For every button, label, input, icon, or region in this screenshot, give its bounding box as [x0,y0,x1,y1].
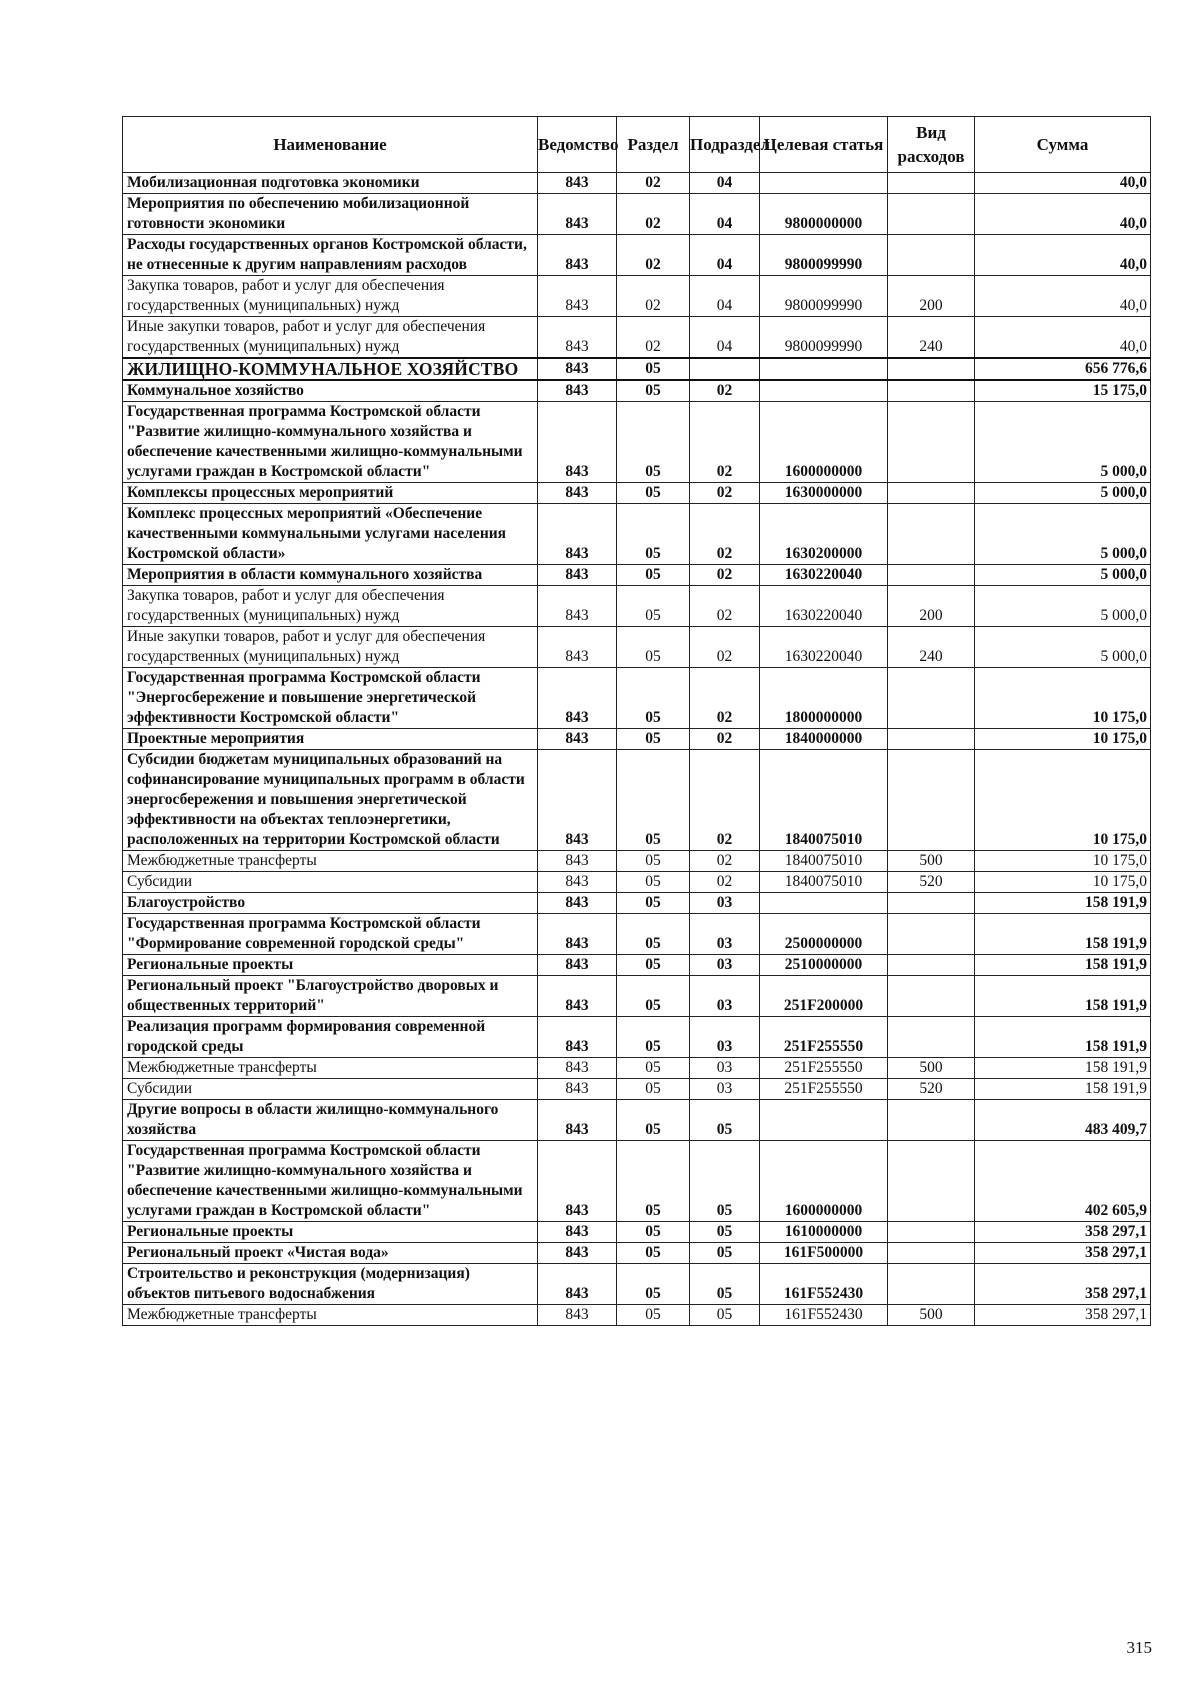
cell-subsection: 04 [690,317,760,359]
cell-sum: 402 605,9 [975,1141,1151,1222]
cell-dept: 843 [538,729,617,750]
budget-page [122,116,1150,1326]
cell-target: 9800099990 [760,235,888,276]
cell-name: Межбюджетные трансферты [123,1305,538,1326]
cell-subsection: 04 [690,235,760,276]
cell-name: Иные закупки товаров, работ и услуг для обеспечения государственных (муниципальных) нужд [123,627,538,668]
cell-subsection: 05 [690,1305,760,1326]
cell-name: Региональные проекты [123,1222,538,1243]
cell-name: ЖИЛИЩНО-КОММУНАЛЬНОЕ ХОЗЯЙСТВО [123,358,538,380]
cell-target: 9800099990 [760,276,888,317]
cell-target [760,173,888,194]
cell-kind [888,1141,975,1222]
cell-kind: 200 [888,586,975,627]
cell-name: Комплекс процессных мероприятий «Обеспечение качественными коммунальными услугами населения Костромской области» [123,504,538,565]
cell-kind [888,729,975,750]
cell-section: 05 [617,1100,690,1141]
cell-name: Комплексы процессных мероприятий [123,483,538,504]
cell-target: 251F200000 [760,976,888,1017]
cell-subsection: 02 [690,750,760,851]
table-row [123,750,1151,851]
cell-kind [888,483,975,504]
cell-dept: 843 [538,276,617,317]
table-row [123,358,1151,380]
cell-section: 05 [617,1058,690,1079]
cell-target: 251F255550 [760,1058,888,1079]
cell-sum: 10 175,0 [975,872,1151,893]
cell-target: 1840000000 [760,729,888,750]
cell-sum: 158 191,9 [975,976,1151,1017]
cell-target: 9800000000 [760,194,888,235]
cell-subsection: 02 [690,483,760,504]
cell-sum: 483 409,7 [975,1100,1151,1141]
cell-subsection: 03 [690,914,760,955]
cell-sum: 358 297,1 [975,1222,1151,1243]
cell-dept: 843 [538,483,617,504]
cell-target [760,893,888,914]
cell-sum: 158 191,9 [975,955,1151,976]
cell-sum: 358 297,1 [975,1264,1151,1305]
cell-section: 02 [617,276,690,317]
cell-kind: 500 [888,1305,975,1326]
cell-sum: 358 297,1 [975,1305,1151,1326]
cell-kind: 240 [888,317,975,359]
cell-name: Иные закупки товаров, работ и услуг для обеспечения государственных (муниципальных) нужд [123,317,538,359]
cell-target: 2500000000 [760,914,888,955]
cell-subsection: 04 [690,194,760,235]
header-name: Наименование [123,117,538,173]
cell-target: 1630220040 [760,586,888,627]
cell-name: Межбюджетные трансферты [123,1058,538,1079]
cell-subsection: 05 [690,1100,760,1141]
cell-name: Благоустройство [123,893,538,914]
cell-name: Мероприятия по обеспечению мобилизационной готовности экономики [123,194,538,235]
budget-table [122,116,1151,1326]
cell-kind [888,358,975,380]
cell-target: 1630200000 [760,504,888,565]
cell-name: Строительство и реконструкция (модернизация) объектов питьевого водоснабжения [123,1264,538,1305]
cell-section: 05 [617,504,690,565]
cell-sum: 40,0 [975,173,1151,194]
cell-section: 05 [617,1264,690,1305]
cell-sum: 158 191,9 [975,1017,1151,1058]
cell-kind [888,976,975,1017]
cell-sum: 40,0 [975,194,1151,235]
cell-subsection: 03 [690,1017,760,1058]
cell-section: 05 [617,893,690,914]
cell-name: Межбюджетные трансферты [123,851,538,872]
table-row [123,173,1151,194]
cell-subsection: 02 [690,586,760,627]
cell-kind [888,1017,975,1058]
cell-target: 161F500000 [760,1243,888,1264]
table-row [123,1222,1151,1243]
cell-subsection [690,358,760,380]
cell-sum: 158 191,9 [975,1079,1151,1100]
cell-section: 02 [617,194,690,235]
cell-name: Государственная программа Костромской области "Формирование современной городской среды" [123,914,538,955]
cell-dept: 843 [538,380,617,402]
cell-section: 05 [617,627,690,668]
table-row [123,955,1151,976]
cell-name: Субсидии [123,872,538,893]
cell-dept: 843 [538,893,617,914]
cell-sum: 15 175,0 [975,380,1151,402]
cell-name: Субсидии бюджетам муниципальных образований на софинансирование муниципальных программ в области энергосбережения и повышения энергетической эффективности на объектах теплоэнергетики, расположенных на территории Костромской области [123,750,538,851]
cell-sum: 5 000,0 [975,402,1151,483]
table-row [123,276,1151,317]
cell-subsection: 04 [690,173,760,194]
cell-sum: 158 191,9 [975,914,1151,955]
cell-subsection: 02 [690,872,760,893]
cell-subsection: 03 [690,893,760,914]
table-row [123,729,1151,750]
table-row [123,1264,1151,1305]
cell-dept: 843 [538,194,617,235]
cell-kind [888,750,975,851]
cell-subsection: 02 [690,627,760,668]
cell-dept: 843 [538,235,617,276]
cell-kind [888,668,975,729]
table-row [123,504,1151,565]
cell-subsection: 02 [690,380,760,402]
cell-subsection: 02 [690,729,760,750]
table-row [123,235,1151,276]
cell-kind [888,1264,975,1305]
cell-name: Мероприятия в области коммунального хозяйства [123,565,538,586]
cell-sum: 158 191,9 [975,1058,1151,1079]
cell-kind: 520 [888,1079,975,1100]
cell-name: Расходы государственных органов Костромской области, не отнесенные к другим направлениям расходов [123,235,538,276]
cell-sum: 10 175,0 [975,729,1151,750]
table-row [123,1100,1151,1141]
cell-dept: 843 [538,914,617,955]
cell-sum: 10 175,0 [975,851,1151,872]
cell-name: Государственная программа Костромской области "Развитие жилищно-коммунального хозяйства и обеспечение качественными жилищно-коммунальными услугами граждан в Костромской области" [123,1141,538,1222]
cell-name: Закупка товаров, работ и услуг для обеспечения государственных (муниципальных) нужд [123,586,538,627]
cell-section: 05 [617,565,690,586]
table-header-row [123,117,1151,173]
cell-target: 251F255550 [760,1079,888,1100]
cell-sum: 10 175,0 [975,750,1151,851]
cell-sum: 5 000,0 [975,483,1151,504]
cell-kind [888,194,975,235]
cell-section: 05 [617,358,690,380]
cell-name: Другие вопросы в области жилищно-коммунального хозяйства [123,1100,538,1141]
cell-section: 05 [617,483,690,504]
cell-subsection: 05 [690,1141,760,1222]
header-dept: Ведомство [538,117,617,173]
table-row [123,893,1151,914]
cell-section: 05 [617,914,690,955]
cell-dept: 843 [538,750,617,851]
cell-subsection: 03 [690,1079,760,1100]
cell-kind [888,914,975,955]
cell-target [760,358,888,380]
cell-section: 02 [617,173,690,194]
cell-target: 1600000000 [760,1141,888,1222]
cell-section: 05 [617,402,690,483]
cell-name: Региональный проект "Благоустройство дворовых и общественных территорий" [123,976,538,1017]
cell-subsection: 03 [690,976,760,1017]
header-target: Целевая статья [760,117,888,173]
cell-target: 1630220040 [760,627,888,668]
table-body [123,173,1151,1326]
cell-kind: 200 [888,276,975,317]
header-sum: Сумма [975,117,1151,173]
cell-target: 9800099990 [760,317,888,359]
table-row [123,194,1151,235]
cell-name: Проектные мероприятия [123,729,538,750]
cell-target: 251F255550 [760,1017,888,1058]
cell-kind [888,380,975,402]
cell-section: 02 [617,317,690,359]
cell-sum: 40,0 [975,235,1151,276]
table-row [123,402,1151,483]
cell-subsection: 02 [690,851,760,872]
cell-subsection: 05 [690,1243,760,1264]
cell-subsection: 03 [690,955,760,976]
cell-subsection: 03 [690,1058,760,1079]
table-row [123,1305,1151,1326]
cell-kind [888,1100,975,1141]
cell-section: 05 [617,750,690,851]
cell-kind [888,402,975,483]
cell-kind [888,1243,975,1264]
table-row [123,1079,1151,1100]
cell-sum: 5 000,0 [975,586,1151,627]
cell-dept: 843 [538,1100,617,1141]
cell-target: 1840075010 [760,750,888,851]
cell-sum: 5 000,0 [975,565,1151,586]
cell-section: 05 [617,668,690,729]
cell-target: 1630220040 [760,565,888,586]
cell-section: 05 [617,1141,690,1222]
cell-dept: 843 [538,851,617,872]
cell-sum: 358 297,1 [975,1243,1151,1264]
cell-kind: 240 [888,627,975,668]
cell-sum: 5 000,0 [975,627,1151,668]
table-row [123,380,1151,402]
cell-name: Государственная программа Костромской области "Развитие жилищно-коммунального хозяйства и обеспечение качественными жилищно-коммунальными услугами граждан в Костромской области" [123,402,538,483]
table-row [123,872,1151,893]
cell-kind: 500 [888,851,975,872]
cell-sum: 5 000,0 [975,504,1151,565]
table-row [123,1141,1151,1222]
cell-target [760,1100,888,1141]
cell-name: Региональные проекты [123,955,538,976]
cell-target: 161F552430 [760,1305,888,1326]
cell-dept: 843 [538,504,617,565]
cell-subsection: 02 [690,565,760,586]
cell-sum: 10 175,0 [975,668,1151,729]
cell-section: 05 [617,955,690,976]
cell-kind [888,235,975,276]
cell-dept: 843 [538,1141,617,1222]
cell-dept: 843 [538,955,617,976]
table-row [123,851,1151,872]
cell-section: 05 [617,380,690,402]
cell-subsection: 05 [690,1264,760,1305]
cell-section: 05 [617,872,690,893]
cell-section: 05 [617,1017,690,1058]
cell-dept: 843 [538,586,617,627]
cell-section: 05 [617,586,690,627]
table-row [123,586,1151,627]
cell-section: 05 [617,1305,690,1326]
table-row [123,317,1151,359]
cell-dept: 843 [538,1264,617,1305]
cell-section: 05 [617,729,690,750]
cell-dept: 843 [538,1243,617,1264]
table-row [123,627,1151,668]
cell-dept: 843 [538,627,617,668]
cell-name: Коммунальное хозяйство [123,380,538,402]
cell-name: Субсидии [123,1079,538,1100]
table-row [123,565,1151,586]
cell-dept: 843 [538,358,617,380]
cell-subsection: 02 [690,668,760,729]
cell-sum: 158 191,9 [975,893,1151,914]
cell-subsection: 04 [690,276,760,317]
cell-target: 161F552430 [760,1264,888,1305]
cell-name: Реализация программ формирования современной городской среды [123,1017,538,1058]
cell-target: 2510000000 [760,955,888,976]
cell-name: Закупка товаров, работ и услуг для обеспечения государственных (муниципальных) нужд [123,276,538,317]
cell-section: 05 [617,1243,690,1264]
cell-name: Региональный проект «Чистая вода» [123,1243,538,1264]
cell-target: 1630000000 [760,483,888,504]
cell-dept: 843 [538,1058,617,1079]
cell-target: 1840075010 [760,872,888,893]
cell-dept: 843 [538,565,617,586]
cell-target: 1600000000 [760,402,888,483]
table-row [123,1243,1151,1264]
header-section: Раздел [617,117,690,173]
table-row [123,976,1151,1017]
cell-subsection: 02 [690,504,760,565]
cell-kind [888,173,975,194]
cell-target: 1840075010 [760,851,888,872]
cell-section: 05 [617,976,690,1017]
cell-dept: 843 [538,402,617,483]
cell-section: 05 [617,851,690,872]
cell-dept: 843 [538,173,617,194]
cell-subsection: 02 [690,402,760,483]
table-row [123,1058,1151,1079]
cell-name: Мобилизационная подготовка экономики [123,173,538,194]
cell-kind: 520 [888,872,975,893]
cell-kind [888,955,975,976]
cell-section: 05 [617,1222,690,1243]
cell-dept: 843 [538,872,617,893]
cell-name: Государственная программа Костромской области "Энергосбережение и повышение энергетической эффективности Костромской области" [123,668,538,729]
cell-sum: 40,0 [975,276,1151,317]
table-row [123,668,1151,729]
cell-dept: 843 [538,1305,617,1326]
cell-kind [888,504,975,565]
page-number: 315 [1126,1638,1152,1657]
cell-target: 1800000000 [760,668,888,729]
header-subsection: Подраздел [690,117,760,173]
cell-dept: 843 [538,1222,617,1243]
header-kind: Вид расходов [888,117,975,173]
cell-dept: 843 [538,1079,617,1100]
cell-dept: 843 [538,668,617,729]
cell-sum: 656 776,6 [975,358,1151,380]
cell-section: 05 [617,1079,690,1100]
cell-kind [888,1222,975,1243]
table-row [123,1017,1151,1058]
cell-sum: 40,0 [975,317,1151,359]
cell-kind: 500 [888,1058,975,1079]
cell-dept: 843 [538,976,617,1017]
table-row [123,483,1151,504]
cell-target: 1610000000 [760,1222,888,1243]
cell-target [760,380,888,402]
cell-subsection: 05 [690,1222,760,1243]
table-row [123,914,1151,955]
cell-kind [888,565,975,586]
cell-section: 02 [617,235,690,276]
cell-dept: 843 [538,1017,617,1058]
cell-dept: 843 [538,317,617,359]
cell-kind [888,893,975,914]
